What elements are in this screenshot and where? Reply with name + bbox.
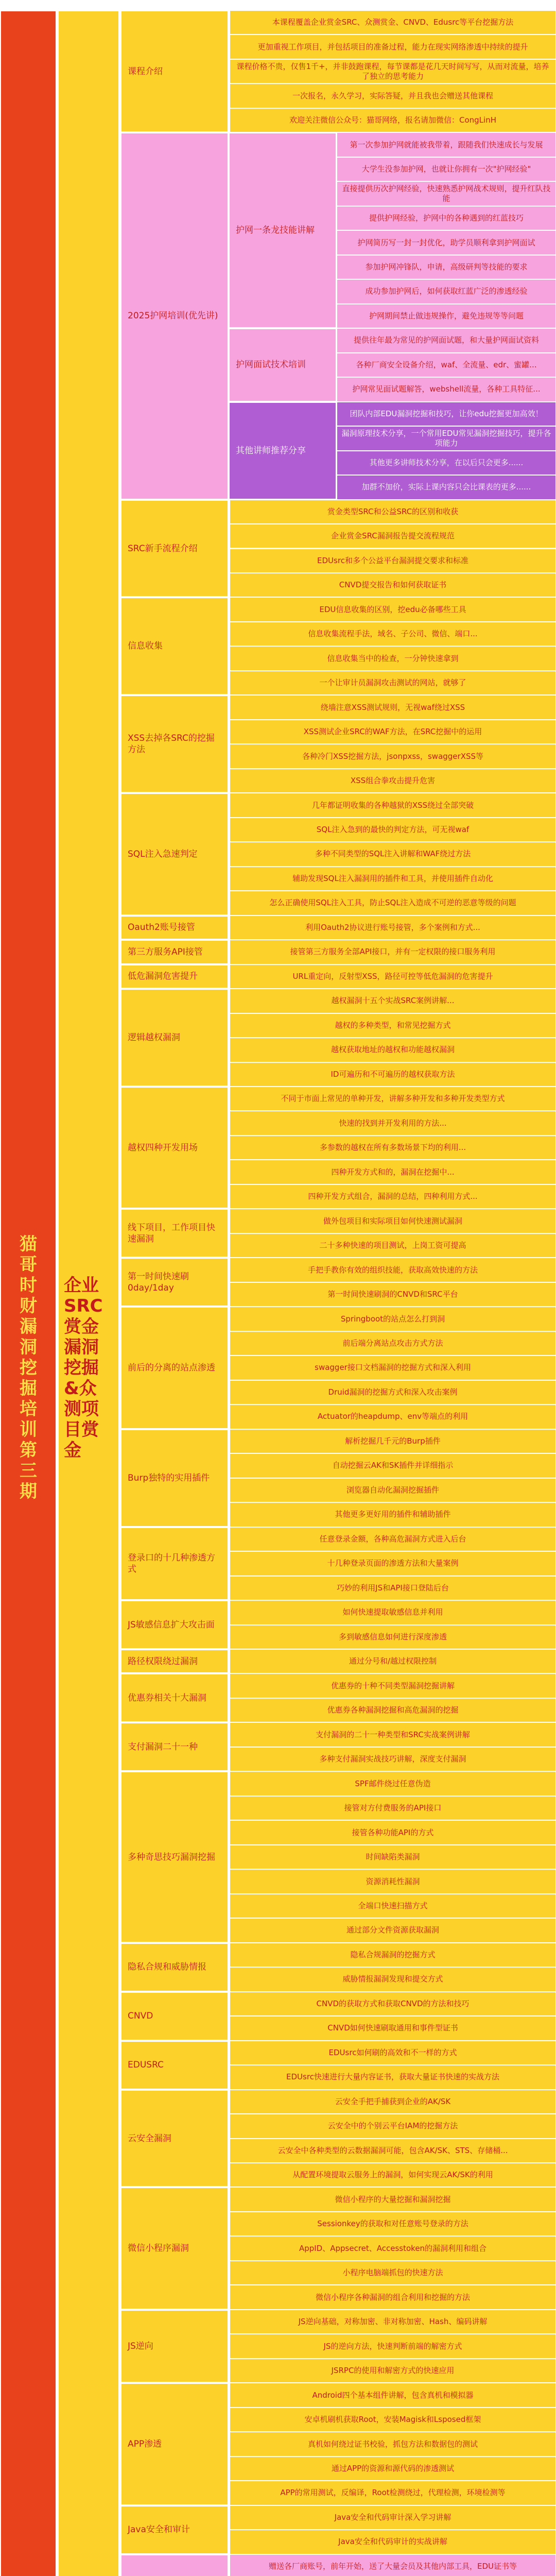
leaf-node [337, 402, 556, 426]
category-26 [120, 2310, 229, 2383]
category-16-label: JS敏感信息扩大攻击面 [128, 1619, 215, 1630]
leaf-node-label: 各种冷门XSS挖掘方法，jsonpxss，swaggerXSS等 [302, 751, 484, 761]
category-19 [120, 1722, 229, 1771]
leaf-node-label: 通过APP的资源和源代码的渗透测试 [331, 2463, 455, 2473]
leaf-node-label: 支付漏洞的二十一种类型和SRC实战案例讲解 [316, 1730, 470, 1739]
leaf-node-label: 隐私合规漏洞的挖掘方式 [350, 1950, 436, 1959]
category-24 [120, 2090, 229, 2188]
leaf-node-label: 护网简历写一封一封优化，助学员顺利拿到护网面试 [357, 238, 535, 247]
leaf-node [230, 2408, 556, 2432]
category-27-label: APP渗透 [128, 2439, 162, 2449]
leaf-node-label: Druid漏洞的挖掘方式和深入攻击案例 [328, 1387, 458, 1397]
leaf-node [230, 1184, 556, 1209]
leaf-node [230, 1160, 556, 1184]
leaf-node-label: Springboot的站点怎么打到洞 [340, 1314, 445, 1324]
category-13-label: 前后的分离的站点渗透 [128, 1362, 215, 1373]
category-17 [120, 1649, 229, 1673]
leaf-node-label: swagger接口文档漏洞的挖掘方式和深入利用 [315, 1363, 471, 1372]
leaf-node-label: URL重定向，反射型XSS，路径可控等低危漏洞的危害提升 [292, 971, 493, 981]
leaf-node-label: 几年都证明收集的各种越狱的XSS绕过全部突破 [311, 800, 474, 810]
leaf-node-label: 越权获取地址的越权和功能越权漏洞 [331, 1045, 455, 1055]
group-1-0 [229, 132, 337, 328]
leaf-node [230, 1136, 556, 1160]
leaf-node [230, 1796, 556, 1820]
leaf-node-label: 做外包项目和实际项目如何快速测试漏洞 [323, 1216, 462, 1226]
leaf-node [230, 646, 556, 670]
leaf-node-label: 如何快速提取敏感信息并利用 [342, 1607, 443, 1617]
category-29 [120, 2554, 229, 2576]
leaf-node-label: APP的常用测试，反编译，Root检测绕过，代理检测，环境检测等 [280, 2488, 506, 2498]
group-1-1-label: 护网面试技术培训 [236, 360, 306, 370]
leaf-node-label: 信息收集流程手法，域名、子公司、微信、端口... [308, 629, 478, 639]
category-14 [120, 1429, 229, 1527]
leaf-node-label: 信息收集当中的检查，一分钟快速拿到 [327, 653, 459, 663]
category-23-label: EDUSRC [128, 2060, 164, 2071]
category-28 [120, 2505, 229, 2554]
leaf-node [230, 2261, 556, 2285]
category-20 [120, 1771, 229, 1942]
category-0 [120, 10, 229, 132]
category-18 [120, 1673, 229, 1722]
leaf-node-label: 提供护网经验，护网中的各种遇到的红蓝技巧 [369, 213, 524, 223]
category-15 [120, 1527, 229, 1600]
leaf-node [230, 1845, 556, 1869]
root-node [0, 10, 57, 2576]
leaf-node-label: 优惠券各种漏洞挖掘和高危漏洞的挖掘 [327, 1705, 459, 1715]
leaf-node-label: 第一次参加护网就能被我带着，跟随我们快速成长与发展 [350, 140, 543, 149]
category-3 [120, 597, 229, 695]
category-15-label: 登录口的十几种渗透方式 [128, 1552, 215, 1574]
leaf-node-label: 课程价格不贵，仅售1千+，并非鼓跑课程，每节课都是花几天时间写写，从而对流量，培养了独立的思考能力 [236, 61, 549, 81]
leaf-node-label: 赏金类型SRC和公益SRC的区别和收获 [327, 506, 459, 516]
leaf-node [230, 1698, 556, 1722]
leaf-node-label: Java安全和代码审计的实战讲解 [338, 2537, 447, 2547]
category-8 [120, 964, 229, 989]
category-22-label: CNVD [128, 2011, 153, 2022]
leaf-node-label: 威胁情报漏洞发现和提交方式 [342, 1974, 443, 1984]
leaf-node [230, 695, 556, 719]
root-title: 猫哥时财漏洞挖掘培训第三期 [20, 1234, 37, 1502]
leaf-node [230, 671, 556, 695]
leaf-node [230, 1943, 556, 1967]
leaf-node [337, 157, 556, 181]
leaf-node-label: 参加护网冲锋队，申请，高级研判等技能的要求 [365, 262, 528, 272]
leaf-node [230, 597, 556, 621]
leaf-node [230, 769, 556, 793]
leaf-node-label: 欢迎关注微信公众号：猫哥网络，报名请加微信：CongLinH [289, 115, 496, 125]
leaf-node-label: 多到敏感信息如何进行深度渗透 [338, 1632, 447, 1641]
leaf-node-label: 二十多种快速的项目测试，上岗工资可提高 [319, 1241, 466, 1250]
leaf-node-label: 多参数的越权在所有多数场景下均的利用... [319, 1143, 466, 1153]
leaf-node [230, 2456, 556, 2481]
group-1-2-label: 其他讲师推荐分享 [236, 445, 306, 456]
category-22 [120, 1992, 229, 2041]
leaf-node [337, 451, 556, 475]
leaf-node-label: 本课程覆盖企业赏金SRC、众测赏金、CNVD、Edusrc等平台挖掘方法 [272, 18, 514, 27]
leaf-node [230, 1869, 556, 1893]
leaf-node [230, 1649, 556, 1673]
leaf-node [337, 328, 556, 352]
leaf-node-label: 真机如何绕过证书校验，抓包方法和数据包的测试 [307, 2439, 478, 2449]
leaf-node-label: 其他更多讲师技术分享，在以后只会更多...... [369, 457, 524, 467]
leaf-node-label: 云安全手把手捕获到企业的AK/SK [335, 2096, 451, 2106]
leaf-node-label: 多种支付漏洞实战技巧讲解，深度支付漏洞 [319, 1754, 466, 1764]
leaf-node-label: 从配置环境提取云服务上的漏洞，如何实现云AK/SK的利用 [292, 2170, 493, 2180]
leaf-node-label: 任意登录金额，各种高危漏洞方式进入后台 [319, 1534, 466, 1544]
category-25-label: 微信小程序漏洞 [128, 2243, 189, 2254]
leaf-node [230, 2285, 556, 2309]
category-21-label: 隐私合规和威胁情报 [128, 1962, 206, 1973]
leaf-node-label: 解析挖掘几千元的Burp插件 [345, 1436, 441, 1446]
leaf-node [230, 549, 556, 573]
category-11 [120, 1209, 229, 1258]
leaf-node [230, 1992, 556, 2016]
leaf-node-label: 浏览器自动化漏洞挖掘插件 [346, 1485, 439, 1495]
category-27 [120, 2383, 229, 2505]
leaf-node-label: CNVD的获取方式和获取CNVD的方法和技巧 [316, 1998, 470, 2008]
leaf-node-label: 资源消耗性漏洞 [366, 1876, 420, 1886]
category-7 [120, 940, 229, 964]
leaf-node-label: 巧妙的利用JS和API接口登陆后台 [337, 1583, 449, 1592]
leaf-node [337, 304, 556, 328]
leaf-node-label: 微信小程序的大量挖掘和漏洞挖掘 [335, 2194, 451, 2204]
category-17-label: 路径权限绕过漏洞 [128, 1656, 198, 1667]
leaf-node-label: 不同于市面上常见的单种开发，讲解多种开发和多种开发类型方式 [281, 1094, 505, 1104]
leaf-node-label: 越权的多种类型，和常见挖掘方式 [335, 1020, 451, 1030]
leaf-node [230, 1404, 556, 1429]
leaf-node-label: 小程序电脑端抓包的快速方法 [342, 2268, 443, 2278]
leaf-node-label: SPF邮件绕过任意伪造 [355, 1778, 431, 1788]
leaf-node [230, 1722, 556, 1747]
leaf-node-label: 云安全中的个别云平台IAM的挖掘方法 [327, 2121, 458, 2131]
leaf-node [230, 1625, 556, 1649]
leaf-node [337, 279, 556, 303]
leaf-node-label: 辅助发现SQL注入漏洞用的插件和工具，并使用插件自动化 [292, 873, 493, 883]
group-1-2 [229, 402, 337, 500]
leaf-node [230, 2505, 556, 2530]
category-9 [120, 989, 229, 1087]
leaf-node [230, 1307, 556, 1331]
subtitle-node [58, 10, 119, 2576]
leaf-node [230, 1233, 556, 1258]
leaf-node-label: 多种不同类型的SQL注入讲解和WAF绕过方法 [315, 849, 471, 859]
category-24-label: 云安全漏洞 [128, 2133, 171, 2144]
leaf-node [230, 964, 556, 989]
leaf-node-label: 利用Oauth2协议进行账号接管，多个案例和方式... [305, 922, 480, 932]
leaf-node-label: 绕墙注意XSS测试规则，无视waf绕过XSS [320, 702, 465, 712]
leaf-node [230, 108, 556, 132]
category-2-label: SRC新手流程介绍 [128, 543, 198, 554]
leaf-node-label: EDUsrc和多个公益平台漏洞提交要求和标准 [317, 555, 468, 565]
leaf-node [230, 793, 556, 817]
category-5 [120, 793, 229, 915]
leaf-node [337, 181, 556, 206]
leaf-node-label: 微信小程序各种漏洞的组合利用和挖掘的方法 [315, 2292, 470, 2302]
leaf-node-label: 大学生没参加护网，也就让你拥有一次"护网经验" [361, 164, 531, 174]
leaf-node-label: 漏洞原理技术分享，一个常用EDU常见漏洞挖掘技巧，提升各项能力 [341, 428, 551, 448]
category-9-label: 逻辑越权漏洞 [128, 1032, 180, 1043]
category-0-label: 课程介绍 [128, 66, 163, 77]
category-19-label: 支付漏洞二十一种 [128, 1741, 198, 1752]
leaf-node-label: 第一时间快速刷洞的CNVD和SRC平台 [327, 1290, 458, 1299]
leaf-node [230, 2114, 556, 2138]
leaf-node [230, 10, 556, 35]
leaf-node [230, 35, 556, 59]
leaf-node [230, 2481, 556, 2505]
leaf-node [230, 1380, 556, 1404]
leaf-node-label: SQL注入急到的最快的判定方法，可无视waf [316, 824, 470, 834]
leaf-node [230, 1062, 556, 1087]
group-1-0-label: 护网一条龙技能讲解 [236, 225, 315, 236]
leaf-node-label: 优惠券的十种不同类型漏洞挖掘讲解 [331, 1681, 455, 1690]
leaf-node-label: EDU信息收集的区别，挖edu必备哪些工具 [319, 604, 466, 614]
leaf-node [230, 1551, 556, 1575]
leaf-node-label: AppID、Appsecret、Accesstoken的漏洞利用和组合 [299, 2243, 487, 2253]
category-25 [120, 2187, 229, 2309]
leaf-node-label: 自动挖掘云AK和SK插件并详细指示 [332, 1461, 454, 1470]
category-10 [120, 1087, 229, 1209]
leaf-node [230, 2016, 556, 2040]
leaf-node [230, 1258, 556, 1282]
category-2 [120, 500, 229, 598]
leaf-node-label: 怎么正确使用SQL注入工具，防止SQL注入造成不可逆的恶意等级的问题 [269, 898, 516, 908]
leaf-node [230, 1673, 556, 1698]
category-4 [120, 695, 229, 793]
leaf-node-label: 前后端分离站点攻击方式方法 [342, 1338, 443, 1348]
leaf-node [230, 1087, 556, 1111]
leaf-node-label: 接管第三方服务全部API接口，并有一定权限的接口服务利用 [290, 947, 496, 957]
leaf-node-label: Android四个基本组件讲解，包含真机和模拟器 [312, 2390, 474, 2400]
leaf-node-label: 一次报名，永久学习，实际答疑，并且我也会赠送其他课程 [292, 91, 493, 100]
leaf-node [230, 1111, 556, 1135]
category-11-label: 线下项目，工作项目快速漏洞 [128, 1222, 215, 1244]
leaf-node-label: 时间缺陷类漏洞 [366, 1852, 420, 1862]
leaf-node [230, 83, 556, 108]
leaf-node-label: 四种开发方式和的，漏洞在挖掘中... [331, 1167, 455, 1177]
leaf-node-label: JSRPC的使用和解密方式的快速应用 [331, 2366, 455, 2376]
leaf-node [230, 1502, 556, 1527]
leaf-node-label: Actuator的heapdump、env等端点的利用 [317, 1412, 468, 1421]
leaf-node-label: XSS组合拳攻击提升危害 [350, 776, 436, 786]
leaf-node [230, 916, 556, 940]
leaf-node-label: 各种厂商安全设备介绍，waf、全流量、edr、蜜罐... [356, 360, 537, 369]
leaf-node-label: 通过部分文件资源获取漏洞 [346, 1925, 439, 1935]
leaf-node [230, 1967, 556, 1991]
leaf-node [230, 1527, 556, 1551]
leaf-node [230, 2090, 556, 2114]
subtitle-node-label: 企业SRC赏金漏洞挖掘&众测项目赏金 [64, 1275, 103, 1461]
leaf-node-label: 快速的找到并开发利用的方法... [339, 1118, 447, 1128]
leaf-node-label: 安卓机刷机获取Root，安装Magisk和Lsposed框架 [304, 2415, 481, 2425]
category-6 [120, 916, 229, 940]
leaf-node [230, 1453, 556, 1478]
leaf-node [337, 426, 556, 450]
leaf-node [337, 230, 556, 255]
leaf-node [230, 1747, 556, 1771]
category-20-label: 多种奇思技巧漏洞挖掘 [128, 1852, 215, 1862]
category-1 [120, 132, 229, 499]
leaf-node [230, 744, 556, 768]
leaf-node-label: 一个让审计员漏洞攻击测试的网站，就够了 [319, 678, 466, 688]
leaf-node [230, 2554, 556, 2576]
leaf-node-label: 接管各种功能API的方式 [352, 1827, 434, 1837]
leaf-node [337, 475, 556, 499]
leaf-node [230, 1600, 556, 1624]
leaf-node [230, 2236, 556, 2260]
category-4-label: XSS去掉各SRC的挖掘方法 [128, 733, 215, 755]
leaf-node [230, 2139, 556, 2163]
category-6-label: Oauth2账号接管 [128, 922, 195, 933]
leaf-node-label: Sessionkey的获取和对任意账号登录的方法 [317, 2219, 468, 2229]
leaf-node [230, 2212, 556, 2236]
leaf-node [230, 524, 556, 548]
category-26-label: JS逆向 [128, 2341, 153, 2352]
category-10-label: 越权四种开发用场 [128, 1142, 198, 1153]
category-16 [120, 1600, 229, 1649]
leaf-node [230, 1918, 556, 1942]
leaf-node-label: 手把手教你有效的组织技能，获取高效快速的方法 [307, 1265, 478, 1275]
leaf-node [230, 1355, 556, 1380]
leaf-node [230, 2359, 556, 2383]
leaf-node [230, 1576, 556, 1600]
leaf-node-label: JS的逆向方法，快速判断前端的解密方式 [323, 2341, 462, 2351]
leaf-node [230, 989, 556, 1013]
leaf-node [230, 1209, 556, 1233]
leaf-node-label: CNVD提交报告和如何获取证书 [339, 580, 447, 590]
leaf-node-label: 护网常见面试题解答，webshell流量，各种工具特征... [352, 384, 541, 394]
leaf-node-label: 企业赏金SRC漏洞报告提交流程规范 [331, 531, 455, 541]
category-1-label: 2025护网培训(优先讲) [128, 311, 218, 321]
leaf-node-label: 云安全中各种类型的云数据漏洞可能，包含AK/SK、STS、存储桶... [277, 2145, 508, 2155]
leaf-node-label: 十几种登录页面的渗透方法和大量案例 [327, 1558, 459, 1568]
leaf-node-label: 成功参加护网后，如何获取红蓝广泛的渗透经验 [365, 286, 528, 296]
leaf-node [337, 206, 556, 230]
leaf-node-label: 接管对方付费服务的API接口 [344, 1803, 442, 1813]
leaf-node [230, 1429, 556, 1453]
leaf-node [230, 2334, 556, 2358]
leaf-node [230, 1478, 556, 1502]
leaf-node [230, 940, 556, 964]
leaf-node [230, 2383, 556, 2407]
leaf-node-label: ID可遍历和不可遍历的越权获取方法 [331, 1069, 455, 1079]
leaf-node [230, 842, 556, 866]
leaf-node [230, 1331, 556, 1355]
leaf-node [337, 377, 556, 401]
category-23 [120, 2041, 229, 2090]
leaf-node [230, 1013, 556, 1038]
category-7-label: 第三方服务API接管 [128, 946, 203, 957]
leaf-node [230, 2310, 556, 2334]
leaf-node-label: 其他更多更好用的插件和辅助插件 [335, 1510, 451, 1519]
leaf-node [230, 867, 556, 891]
category-18-label: 优惠券相关十大漏洞 [128, 1692, 206, 1703]
leaf-node [230, 500, 556, 524]
leaf-node-label: Java安全和代码审计深入学习讲解 [334, 2512, 451, 2522]
leaf-node-label: 越权漏洞十五个实战SRC案例讲解... [331, 996, 455, 1006]
leaf-node [230, 1820, 556, 1844]
leaf-node [230, 2065, 556, 2089]
category-12 [120, 1258, 229, 1307]
leaf-node [230, 2163, 556, 2187]
leaf-node [337, 353, 556, 377]
leaf-node [230, 720, 556, 744]
leaf-node [230, 1038, 556, 1062]
category-12-label: 第一时间快速刷0day/1day [128, 1271, 189, 1293]
leaf-node [230, 891, 556, 915]
leaf-node-label: XSS测试企业SRC的WAF方法，在SRC挖掘中的运用 [303, 727, 482, 737]
leaf-node [230, 2187, 556, 2211]
leaf-node-label: EDUsrc快速进行大量内容证书，获取大量证书快速的实战方法 [286, 2072, 499, 2082]
leaf-node-label: 加群不加价，实际上课内容只会比课表的更多...... [361, 482, 531, 492]
leaf-node [230, 2432, 556, 2456]
leaf-node-label: 团队内部EDU漏洞挖掘和技巧，让你edu挖掘更加高效！ [350, 409, 543, 418]
leaf-node-label: 通过分号和/越过权限控制 [349, 1656, 437, 1666]
leaf-node [230, 2041, 556, 2065]
category-28-label: Java安全和审计 [128, 2524, 190, 2535]
category-5-label: SQL注入急速判定 [128, 849, 198, 859]
leaf-node-label: JS逆向基础，对称加密、非对称加密、Hash、编码讲解 [298, 2317, 488, 2327]
category-13 [120, 1307, 229, 1429]
leaf-node [337, 255, 556, 279]
category-21 [120, 1943, 229, 1992]
category-8-label: 低危漏洞危害提升 [128, 971, 198, 982]
leaf-node-label: 全端口快速扫描方式 [358, 1901, 428, 1910]
leaf-node [230, 622, 556, 646]
group-1-1 [229, 328, 337, 401]
leaf-node [337, 132, 556, 157]
leaf-node [230, 573, 556, 597]
leaf-node [230, 59, 556, 83]
leaf-node-label: 护网期间禁止做违规操作，避免违规等等问题 [369, 311, 524, 320]
leaf-node [230, 1771, 556, 1795]
category-14-label: Burp独特的实用插件 [128, 1472, 210, 1483]
leaf-node [230, 1894, 556, 1918]
leaf-node [230, 1282, 556, 1307]
leaf-node-label: CNVD如何快速刷取通用和事件型证书 [327, 2023, 458, 2033]
leaf-node [230, 818, 556, 842]
leaf-node [230, 2530, 556, 2554]
leaf-node-label: 赠送各厂商账号，前年开始，送了大量会员及其他内部工具，EDU证书等 [268, 2561, 517, 2571]
category-3-label: 信息收集 [128, 641, 163, 652]
leaf-node-label: 四种开发方式组合，漏洞的总结，四种利用方式... [308, 1192, 478, 1201]
leaf-node-label: 直接提供历次护网经验，快速熟悉护网战术规则，提升红队技能 [342, 184, 551, 204]
leaf-node-label: EDUsrc如何刷的高效和不一样的方式 [328, 2047, 457, 2057]
leaf-node-label: 提供往年最为常见的护网面试题，和大量护网面试资料 [353, 335, 539, 345]
leaf-node-label: 更加重视工作项目，并包括项目的准备过程，能力在现实网络渗透中持续的提升 [257, 42, 528, 52]
